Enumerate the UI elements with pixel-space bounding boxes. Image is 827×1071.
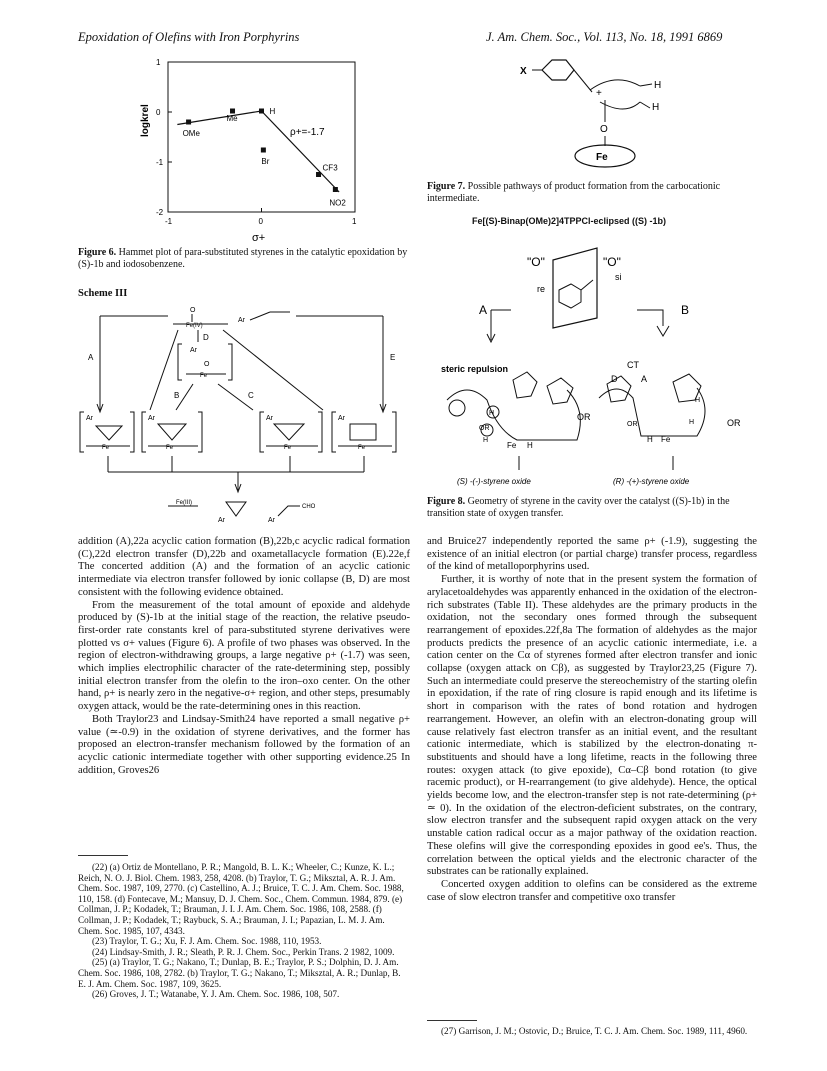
footnote-23: (23) Traylor, T. G.; Xu, F. J. Am. Chem. Soc. 1988, 110, 1953. — [92, 936, 322, 947]
scheme-oxo-top: O — [190, 307, 196, 314]
svg-text:H: H — [527, 441, 533, 450]
data-point-cf3 — [316, 172, 321, 177]
right-footnote-rule — [427, 1020, 477, 1021]
scheme-label-e: E — [390, 353, 396, 362]
hammett-y-axis-label: logkrel — [140, 104, 151, 137]
figure-6-hammett-plot — [140, 52, 380, 242]
point-label-br: Br — [261, 157, 270, 166]
svg-text:Fe: Fe — [358, 445, 366, 451]
fig7-o: O — [600, 124, 608, 135]
fit-line-acceptor — [262, 111, 340, 192]
figure-6-caption-label: Figure 6. — [78, 247, 117, 258]
x-tick-label: -1 — [165, 217, 173, 226]
x-tick-label: 1 — [352, 217, 357, 226]
right-paragraph-3: Concerted oxygen addition to olefins can be considered as the extreme case of slow electron transfer and competitive oxo transfer — [427, 878, 757, 903]
data-point-br — [261, 148, 266, 153]
hammett-plot-points — [183, 107, 347, 208]
figure-6-caption — [78, 247, 408, 271]
y-tick-label: -1 — [156, 158, 164, 167]
left-paragraph-1: addition (A),22a acyclic cation formation (B),22b,c acyclic radical formation (C),22d electron transfer (D),22b and oxametallacycle formation (E).22e,f The concerted addition (A) and the formation of an acyclic cationic intermediate via electron transfer followed by ionic collapse (B, D) are most consistent with the following evidence obtained. — [78, 536, 410, 598]
left-footnote-rule — [78, 855, 128, 856]
right-footnotes — [427, 1026, 757, 1037]
x-tick-label: 0 — [258, 217, 263, 226]
point-label-ome: OMe — [182, 129, 200, 138]
point-label-cf3: CF3 — [322, 163, 338, 173]
fig8-o-right: "O" — [603, 255, 621, 269]
figure-7-caption-text: Possible pathways of product formation from the carbocationic intermediate. — [427, 181, 721, 204]
scheme-label-c: C — [248, 391, 254, 400]
scheme-ar-p1: Ar — [218, 517, 225, 524]
scheme-fe-bottom: Fe(III) — [176, 500, 192, 506]
figure-8-title: Fe[(S)-Binap(OMe)2]4TPPCl-eclipsed ((S) -1b) — [472, 216, 667, 226]
fig8-left-cavity — [447, 372, 591, 450]
figure-7-diagram — [500, 52, 700, 172]
fig7-plus: + — [596, 88, 602, 99]
left-column-text — [78, 536, 410, 777]
scheme-species-1 — [80, 412, 134, 452]
running-header-right: J. Am. Chem. Soc., Vol. 113, No. 18, 1991 6869 — [486, 30, 723, 44]
y-tick-label: 0 — [156, 108, 161, 117]
figure-8-caption-label: Figure 8. — [427, 496, 466, 507]
scheme-fe-mid: Fe — [200, 373, 208, 379]
svg-text:Ar: Ar — [266, 415, 273, 422]
footnote-26: (26) Groves, J. T.; Watanabe, Y. J. Am. Chem. Soc. 1986, 108, 507. — [92, 989, 340, 1000]
scheme-ar-p2: Ar — [268, 517, 275, 524]
scheme-oxo-mid: O — [204, 361, 210, 368]
data-point-h — [259, 109, 264, 114]
svg-text:Fe: Fe — [661, 435, 671, 444]
scheme-species-4 — [332, 412, 396, 452]
right-paragraph-2: Further, it is worthy of note that in the present system the formation of arylacetoaldehydes was apparently enhanced in the oxidation of the electron-rich substrates (Table II). These aldehydes are the primary products in the oxidation, not the secondary ones formed through the subsequent rearrangement of epoxides.22f,8a The formation of aldehydes as the major products predicts the presence of an acyclic cationic intermediate, i.e. a cation center on the Cα of styrenes formed after electron transfer and ionic collapse (oxygen attack on Cβ), as suggested by Traylor23,25 (Figure 7). Such an intermediate could preserve the stereochemistry of the starting olefin in epoxidation, if the rate of ring closure is rapid enough and its lifetime is short in comparison with the rates of bond rotation and hydrogen rearrangement. However, an olefin with an electron-donating group will cause relatively fast electron transfer as an initial event, and the resultant cationic intermediate, which is stabilized by the electron-donating π-substituents and should have a long lifetime, reacts in the following three routes: oxygen attack (to give epoxide), Cα–Cβ bond rotation (to give racemic product), or H-rearrangement (to give aldehyde). Hence, the optical yields become low, and the electron-transfer step is not rate-determining (ρ+ ≃ 0). In the oxidation of the electron-deficient substrates, on the contrary, slow electron transfer and the subsequent rapid oxygen attack on the very unstable cation radical occur as a major pathway of the oxidation reaction. These olefins will give the corresponding epoxides in good ee's. Thus, the correlation between the optical yields and the electronic character of the substrates can be rationally explained. — [427, 574, 757, 878]
right-paragraph-1: and Bruice27 independently reported the same ρ+ (-1.9), suggesting the existence of an initial electron (or partial charge) transfer process, regardless of the kind of metalloporphyrins used. — [427, 536, 757, 573]
svg-text:Fe: Fe — [507, 441, 517, 450]
svg-text:Fe: Fe — [102, 445, 110, 451]
scheme-3-title: Scheme III — [78, 288, 128, 299]
fig8-o-left: "O" — [527, 255, 545, 269]
scheme-ar-mid: Ar — [190, 347, 197, 354]
fig8-a: A — [479, 303, 488, 317]
fig7-x: X — [520, 66, 527, 77]
svg-text:Ar: Ar — [338, 415, 345, 422]
scheme-fe-top: Fe(IV) — [186, 323, 203, 329]
figure-7-caption — [427, 181, 757, 205]
fig7-h2: H — [652, 102, 660, 113]
y-tick-label: -2 — [156, 208, 164, 217]
scheme-label-a: A — [88, 353, 94, 362]
fig7-fe: Fe — [596, 152, 608, 163]
fig8-product-left: (S) -(-)-styrene oxide — [457, 477, 531, 486]
fig8-si: si — [615, 272, 622, 282]
right-column-text — [427, 536, 757, 904]
running-header-left: Epoxidation of Olefins with Iron Porphyrins — [78, 30, 300, 44]
figure-8-caption-text: Geometry of styrene in the cavity over the catalyst ((S)-1b) in the transition state of oxygen transfer. — [427, 496, 730, 519]
hammett-x-axis-label: σ+ — [252, 232, 266, 242]
scheme-3-diagram — [78, 300, 413, 528]
figure-8-diagram — [427, 230, 757, 490]
data-point-me — [230, 109, 235, 114]
left-paragraph-3: Both Traylor23 and Lindsay-Smith24 have reported a small negative ρ+ value (≃-0.9) in the oxidation of styrene derivatives, and the former has proposed an electron-transfer mechanism followed by the formation of an acyclic cationic intermediate together with other supporting evidence.25 In addition, Groves26 — [78, 713, 410, 776]
scheme-species-2 — [142, 412, 202, 452]
figure-6-caption-text: Hammet plot of para-substituted styrenes in the catalytic epoxidation by (S)-1b and iodosobenzene. — [78, 247, 408, 270]
scheme-cho: CHO — [302, 504, 316, 510]
point-label-h: H — [269, 107, 276, 116]
svg-text:OR: OR — [727, 418, 741, 428]
hammett-plot-fit-lines — [177, 111, 339, 192]
figure-8-caption — [427, 496, 757, 520]
scheme-species-3 — [260, 412, 322, 452]
figure-7-caption-label: Figure 7. — [427, 181, 466, 192]
fig8-d: D — [611, 374, 618, 384]
scheme-label-d: D — [203, 333, 209, 342]
fig7-h1: H — [654, 80, 662, 91]
hammett-annotation-rho: ρ+=-1.7 — [290, 127, 325, 138]
svg-text:Ar: Ar — [86, 415, 93, 422]
fig8-steric: steric repulsion — [441, 364, 509, 374]
left-paragraph-2: From the measurement of the total amount of epoxide and aldehyde produced by (S)-1b at the initial stage of the reaction, the relative pseudo-first-order rate constants krel of para-substituted styrene derivatives were plotted vs σ+ values (Figure 6). A profile of two phases was observed. In the region of electron-withdrawing groups, a large negative ρ+ (-1.7) was seen, which implies electrophilic character of the rate-determining step, possibly initial electron transfer from the olefin to the iron–oxo center. On the other hand, ρ+ is nearly zero in the negative-σ+ region, and other steps, presumably oxygen attack, would be the rate-determining ones in this reaction. — [78, 599, 410, 713]
svg-text:H: H — [695, 397, 701, 404]
fig8-ct: CT — [627, 360, 639, 370]
hammett-plot-ticks — [156, 58, 357, 226]
svg-text:OR: OR — [577, 412, 591, 422]
svg-text:OR: OR — [627, 421, 638, 428]
footnote-27: (27) Garrison, J. M.; Ostovic, D.; Bruice, T. C. J. Am. Chem. Soc. 1989, 111, 4960. — [441, 1026, 748, 1036]
footnote-24: (24) Lindsay-Smith, J. R.; Sleath, P. R. J. Chem. Soc., Perkin Trans. 2 1982, 1009. — [92, 946, 395, 957]
footnote-25: (25) (a) Traylor, T. G.; Nakano, T.; Dunlap, B. E.; Traylor, P. S.; Dolphin, D. J. Am. Chem. Soc. 1986, 108, 2782. (b) Traylor, T. G.; Nakano, T.; Miksztal, A. R.; Dunlap, B. E. J. Am. Chem. Soc. 1987, 109, 3625. — [78, 957, 401, 989]
footnote-22: (22) (a) Ortiz de Montellano, P. R.; Mangold, B. L. K.; Wheeler, C.; Kunze, K. L.; Reich, N. O. J. Biol. Chem. 1983, 258, 4208. (b) Traylor, T. G.; Miksztal, A. R. J. Am. Chem. Soc. 1987, 109, 2770. (c) Castellino, A. J.; Bruice, T. C. J. Am. Chem. Soc. 1988, 110, 158. (d) Fontecave, M.; Mansuy, D. J. Chem. Soc., Chem. Commun. 1984, 879. (e) Collman, J. P.; Kodadek, T.; Brauman, J. I. J. Am. Chem. Soc. 1986, 108, 2588. (f) Collman, J. P.; Kodadek, T.; Raybuck, S. A.; Brauman, J. I.; Papazian, L. M. J. Am. Chem. Soc. 1985, 107, 4343. — [78, 862, 404, 936]
svg-text:Fe: Fe — [284, 445, 292, 451]
y-tick-label: 1 — [156, 58, 161, 67]
fig8-right-cavity — [599, 374, 741, 444]
data-point-no2 — [333, 187, 338, 192]
scheme-label-b: B — [174, 391, 180, 400]
point-label-me: Me — [226, 114, 238, 123]
svg-text:H: H — [689, 419, 695, 426]
fig8-b: B — [681, 303, 690, 317]
svg-text:OR: OR — [479, 425, 490, 432]
svg-text:H: H — [647, 435, 653, 444]
left-footnotes — [78, 862, 410, 1000]
fig8-re: re — [537, 284, 546, 294]
fig8-a2: A — [641, 374, 648, 384]
svg-text:H: H — [489, 410, 495, 417]
data-point-ome — [186, 120, 191, 125]
fig8-product-right: (R) -(+)-styrene oxide — [613, 477, 690, 486]
scheme-ar-top: Ar — [238, 317, 245, 324]
svg-text:Ar: Ar — [148, 415, 155, 422]
point-label-no2: NO2 — [329, 198, 346, 208]
svg-text:Fe: Fe — [166, 445, 174, 451]
svg-text:H: H — [483, 437, 489, 444]
